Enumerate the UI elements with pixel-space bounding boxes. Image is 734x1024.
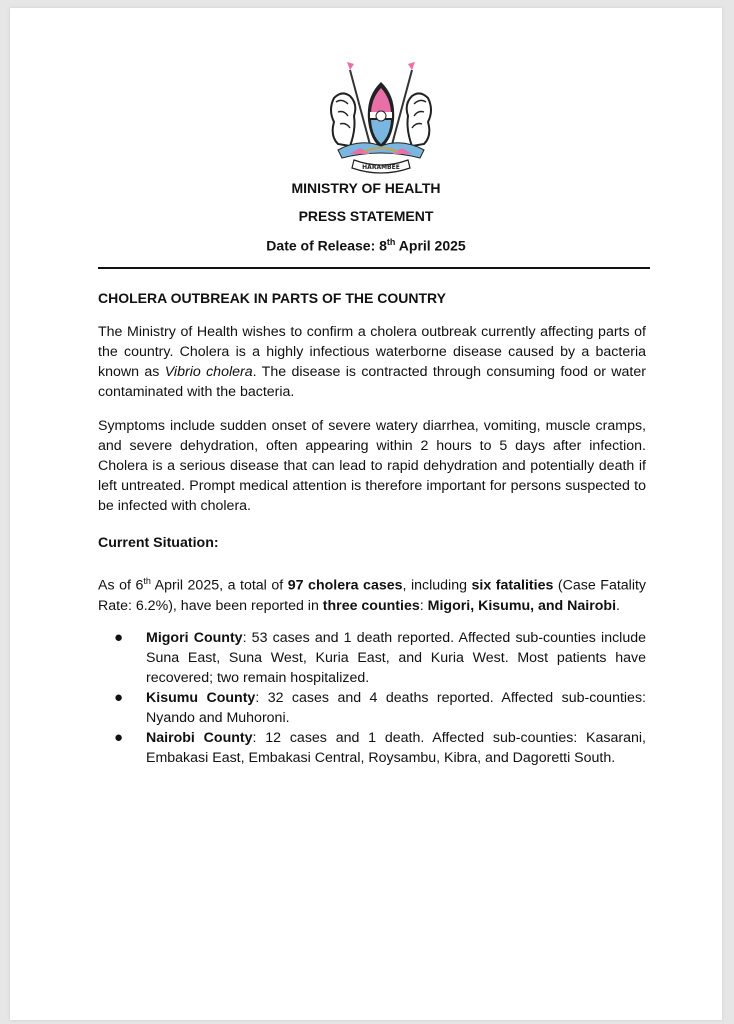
list-item: Migori County: 53 cases and 1 death reported. Affected sub-counties include Suna East, Suna West, Kuria East, and Kuria West. Most patients have recovered; two remain hospitalized. — [146, 630, 647, 686]
list-item: Kisumu County: 32 cases and 4 deaths reported. Affected sub-counties: Nyando and Muhoroni. — [146, 690, 646, 726]
statement-title: CHOLERA OUTBREAK IN PARTS OF THE COUNTRY — [98, 290, 446, 306]
situation-paragraph: As of 6th April 2025, a total of 97 cholera cases, including six fatalities (Case Fatality Rate: 6.2%), have been reported in three counties: Migori, Kisumu, and Nairobi. — [98, 576, 647, 614]
section-heading: Current Situation: — [98, 535, 219, 551]
list-item: Nairobi County: 12 cases and 1 death. Affected sub-counties: Kasarani, Embakasi East, Embakasi Central, Roysambu, Kibra, and Dagoretti South. — [146, 730, 646, 766]
bullet-icon: ● — [114, 629, 124, 646]
document-page — [10, 8, 722, 1020]
symptoms-paragraph: Symptoms include sudden onset of severe watery diarrhea, vomiting, muscle cramps, and severe dehydration, often appearing within 2 hours to 5 days after infection. Cholera is a serious disease that can lead to rapid dehydration and potentially death if left untreated. Prompt medical attention is therefore important for persons suspected to be infected with cholera. — [98, 418, 646, 514]
coat-of-arms-icon — [320, 60, 442, 176]
ministry-name: MINISTRY OF HEALTH — [291, 180, 441, 196]
seal-motto: HARAMBEE — [362, 164, 400, 171]
document-type: PRESS STATEMENT — [298, 208, 434, 224]
intro-paragraph: The Ministry of Health wishes to confirm a cholera outbreak currently affecting parts of the country. Cholera is a highly infectious waterborne disease caused by a bacteria known as Vibrio cholera. The disease is contracted through consuming food or water contaminated with the bacteria. — [98, 324, 646, 400]
bullet-icon: ● — [114, 689, 124, 706]
bullet-icon: ● — [114, 729, 124, 746]
release-date: Date of Release: 8th April 2025 — [266, 237, 466, 254]
header-divider — [98, 267, 650, 269]
